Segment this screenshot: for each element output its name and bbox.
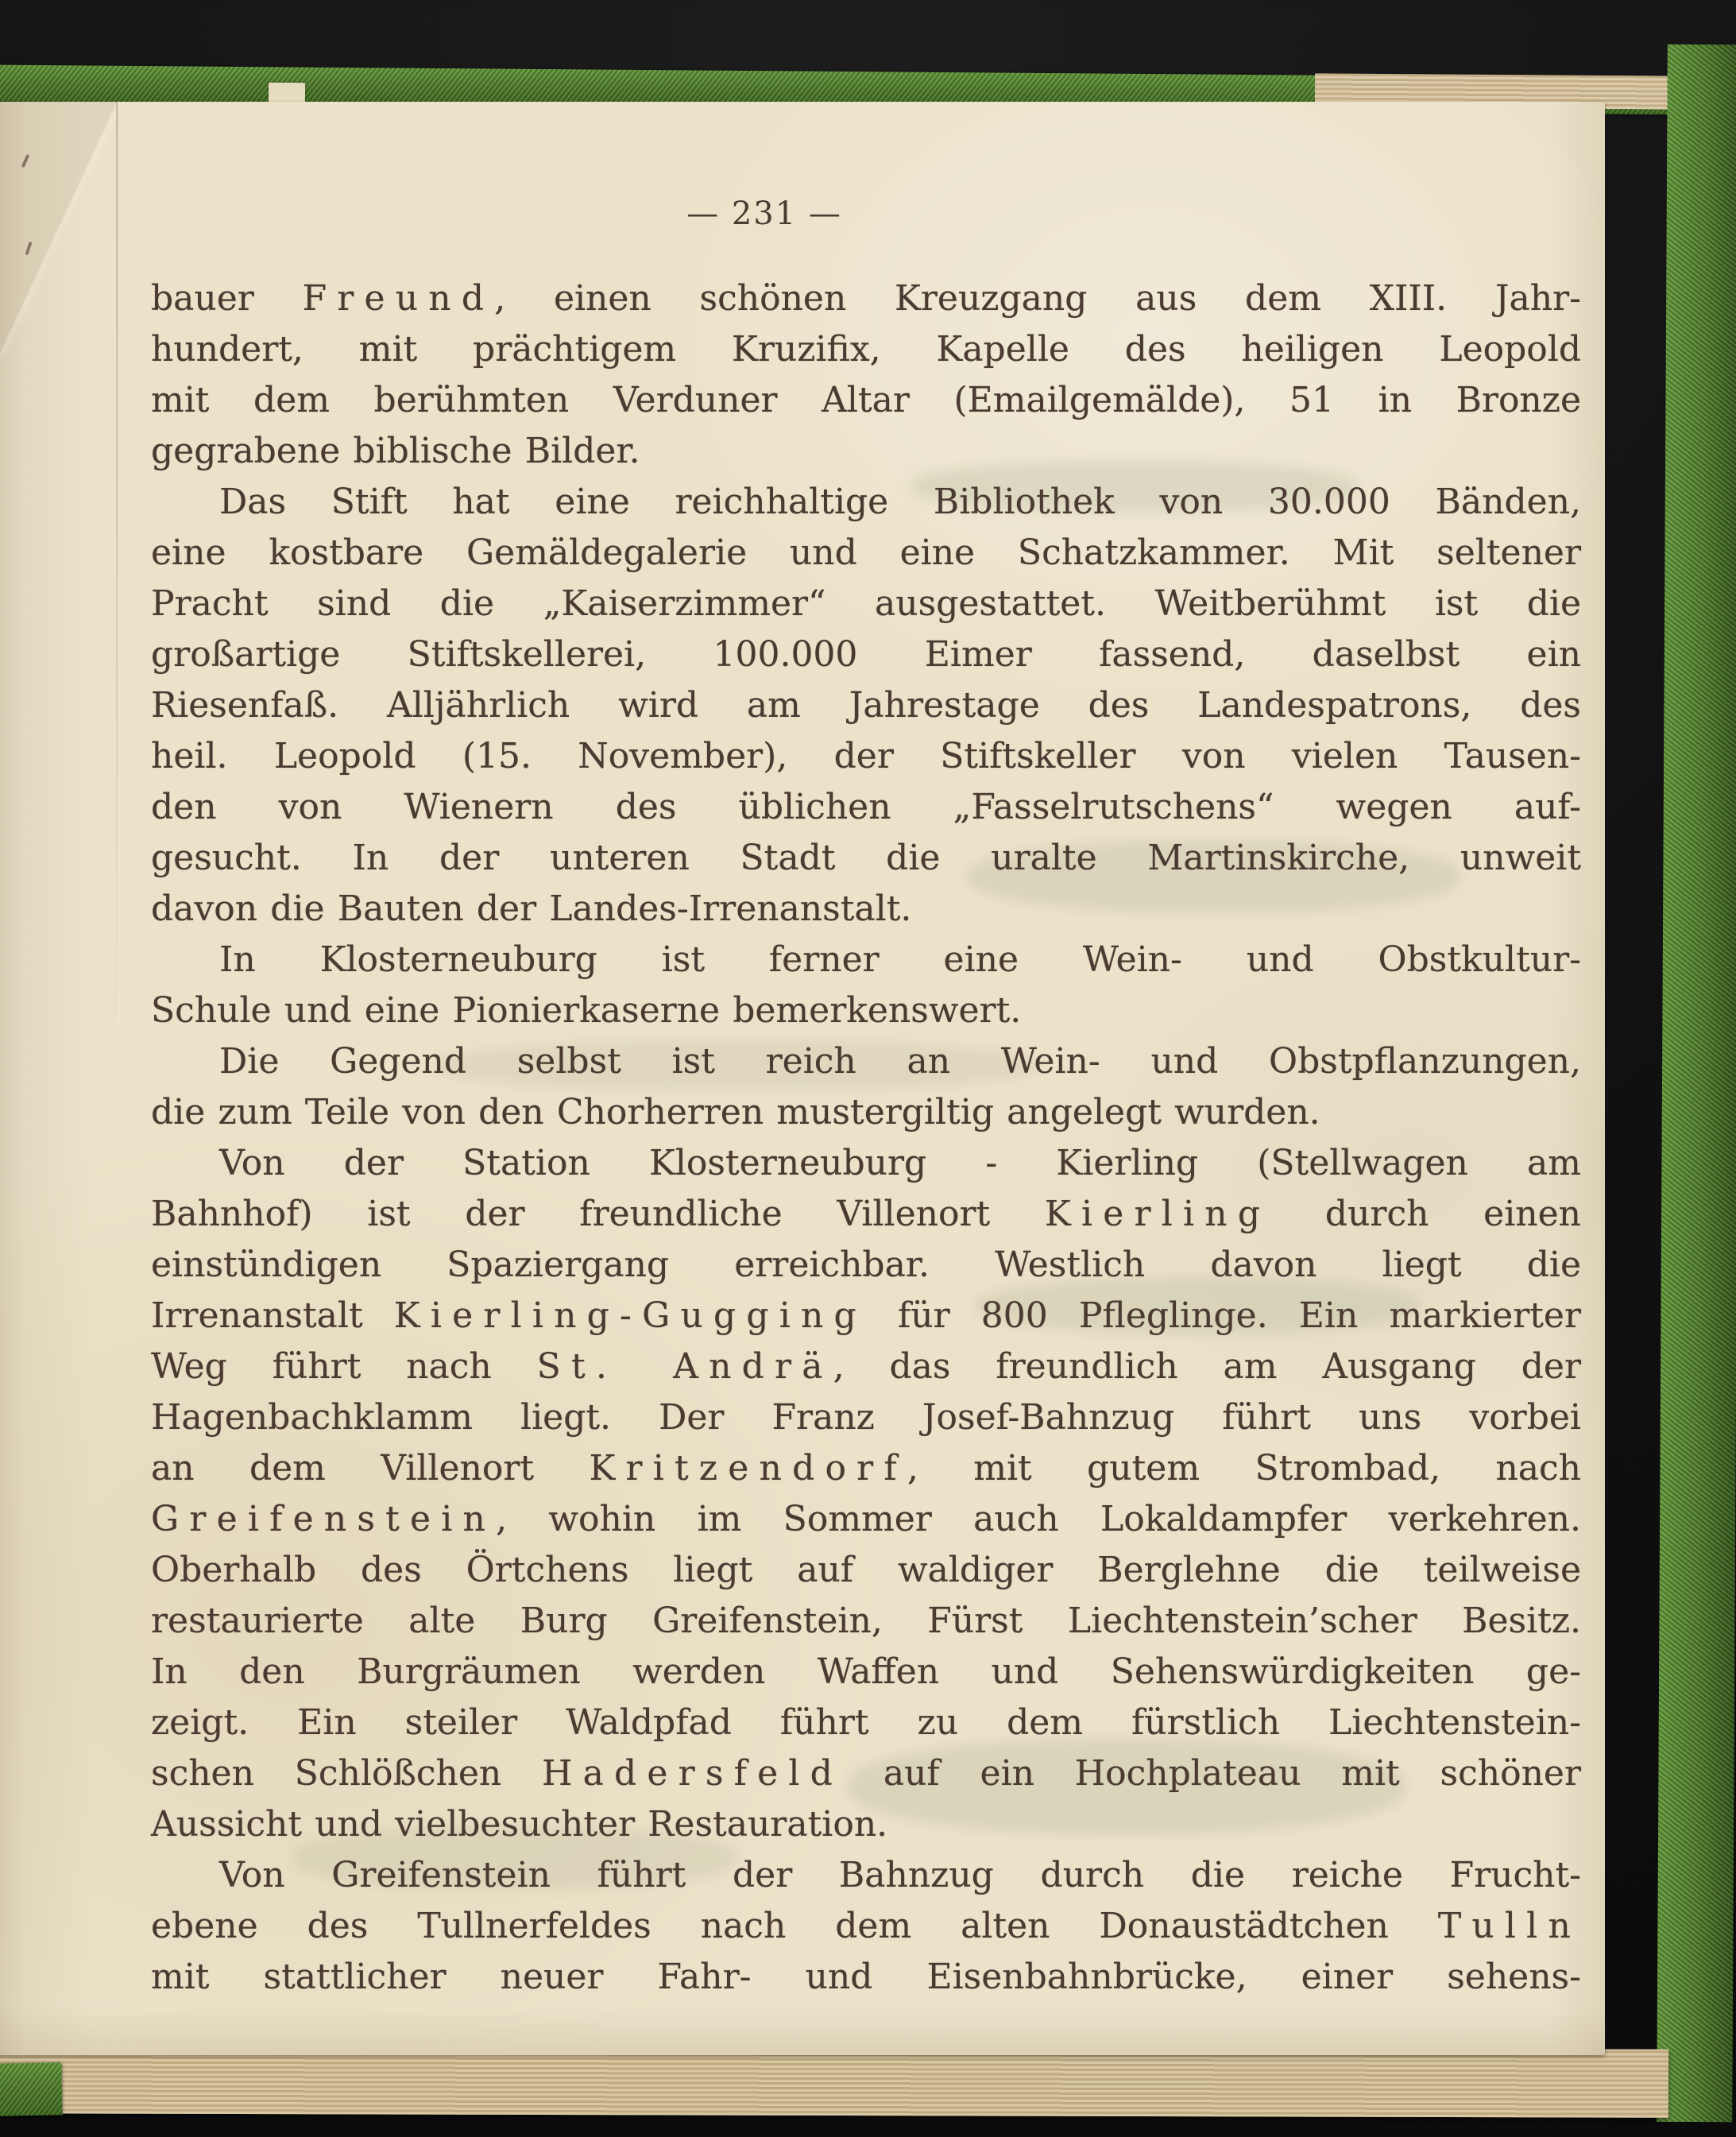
- letterspaced-place-name: Kierling-Gugging: [393, 1295, 867, 1336]
- text-segment: , wohin im Sommer auch Lokaldampfer verkehren.: [496, 1499, 1581, 1539]
- text-line: [151, 1087, 1581, 1138]
- text-segment: Die Gegend selbst ist reich an Wein- und Obstpflanzungen,: [219, 1041, 1581, 1082]
- text-segment: Riesenfaß. Alljährlich wird am Jahrestage des Landespatrons, des: [151, 685, 1581, 726]
- text-line: [151, 1596, 1581, 1647]
- text-line: [151, 782, 1581, 833]
- text-segment: Von der Station Klosterneuburg - Kierling (Stellwagen am: [219, 1143, 1581, 1183]
- text-segment: einstündigen Spaziergang erreichbar. Westlich davon liegt die: [151, 1245, 1581, 1285]
- letterspaced-place-name: Kritzendorf: [589, 1448, 907, 1489]
- letterspaced-place-name: St. Andrä: [536, 1346, 833, 1387]
- text-segment: mit stattlicher neuer Fahr- und Eisenbahnbrücke, einer sehens-: [151, 1957, 1581, 1997]
- text-line: [151, 1291, 1581, 1341]
- text-segment: die zum Teile von den Chorherren mustergiltig angelegt wurden.: [151, 1092, 1320, 1132]
- text-line: [151, 1698, 1581, 1748]
- text-segment: durch einen: [1270, 1194, 1581, 1234]
- text-line: [151, 935, 1581, 985]
- text-line: [151, 528, 1581, 579]
- text-line: [151, 1189, 1581, 1240]
- text-line: [151, 1748, 1581, 1799]
- text-segment: heil. Leopold (15. November), der Stiftskeller von vielen Tausen-: [151, 736, 1581, 776]
- letterspaced-place-name: Freund: [302, 278, 495, 319]
- letterspaced-place-name: Greifenstein: [151, 1499, 497, 1539]
- text-line: [151, 1799, 1581, 1850]
- text-line: [151, 1443, 1581, 1494]
- text-line: [151, 324, 1581, 375]
- text-line: [151, 1850, 1581, 1901]
- text-segment: hundert, mit prächtigem Kruzifix, Kapelle des heiligen Leopold: [151, 329, 1581, 370]
- text-segment: an dem Villenort: [151, 1448, 590, 1489]
- text-line: [151, 1952, 1581, 2003]
- text-segment: In Klosterneuburg ist ferner eine Wein- und Obstkultur-: [219, 939, 1581, 980]
- text-segment: schen Schlößchen: [151, 1753, 543, 1794]
- text-segment: Bahnhof) ist der freundliche Villenort: [151, 1194, 1045, 1234]
- text-segment: Irrenanstalt: [151, 1295, 394, 1336]
- text-line: [151, 731, 1581, 782]
- letterspaced-place-name: Hadersfeld: [542, 1753, 844, 1794]
- text-line: [151, 1341, 1581, 1392]
- text-line: [151, 273, 1581, 324]
- text-segment: Weg führt nach: [151, 1346, 537, 1387]
- text-segment: den von Wienern des üblichen „Fasselrutschens“ wegen auf-: [151, 787, 1581, 827]
- text-line: [151, 579, 1581, 629]
- text-segment: mit dem berühmten Verduner Altar (Emailgemälde), 51 in Bronze: [151, 380, 1581, 420]
- book-page: [0, 102, 1605, 2055]
- text-line: [151, 1036, 1581, 1087]
- text-line: [151, 1545, 1581, 1596]
- text-line: [151, 680, 1581, 731]
- text-segment: Schule und eine Pionierkaserne bemerkenswert.: [151, 990, 1022, 1031]
- text-line: [151, 477, 1581, 528]
- text-line: [151, 1494, 1581, 1545]
- text-segment: ebene des Tullnerfeldes nach dem alten Donaustädtchen: [151, 1906, 1438, 1946]
- text-segment: , mit gutem Strombad, nach: [907, 1448, 1582, 1489]
- text-segment: zeigt. Ein steiler Waldpfad führt zu dem fürstlich Liechtenstein-: [151, 1702, 1581, 1743]
- text-line: [151, 1647, 1581, 1698]
- text-line: [151, 1240, 1581, 1291]
- text-line: [151, 375, 1581, 426]
- page-corner-crease: [0, 102, 133, 356]
- page-number: — 231 —: [686, 196, 842, 232]
- gutter-crease: [116, 102, 118, 1024]
- text-segment: Oberhalb des Örtchens liegt auf waldiger Berglehne die teilweise: [151, 1550, 1581, 1590]
- text-segment: für 800 Pfleglinge. Ein markierter: [866, 1295, 1581, 1336]
- text-segment: In den Burgräumen werden Waffen und Sehenswürdigkeiten ge-: [151, 1651, 1581, 1692]
- text-line: [151, 1901, 1581, 1952]
- text-segment: Von Greifenstein führt der Bahnzug durch die reiche Frucht-: [219, 1855, 1581, 1895]
- page-stack-edge-bottom: [0, 2045, 1668, 2117]
- text-segment: Das Stift hat eine reichhaltige Bibliothek von 30.000 Bänden,: [219, 482, 1581, 522]
- text-line: [151, 426, 1581, 477]
- text-line: [151, 985, 1581, 1036]
- text-segment: großartige Stiftskellerei, 100.000 Eimer fassend, daselbst ein: [151, 634, 1581, 675]
- text-line: [151, 884, 1581, 935]
- book-cover-edge-bottom-left: [0, 2062, 63, 2116]
- text-segment: Hagenbachklamm liegt. Der Franz Josef-Bahnzug führt uns vorbei: [151, 1397, 1581, 1438]
- text-line: [151, 1392, 1581, 1443]
- text-segment: , einen schönen Kreuzgang aus dem XIII. Jahr-: [494, 278, 1582, 319]
- text-segment: , das freundlich am Ausgang der: [833, 1346, 1581, 1387]
- text-segment: davon die Bauten der Landes-Irrenanstalt.: [151, 888, 912, 929]
- text-line: [151, 1138, 1581, 1189]
- text-segment: auf ein Hochplateau mit schöner: [843, 1753, 1581, 1794]
- text-block: [151, 273, 1581, 2003]
- letterspaced-place-name: Kierling: [1044, 1194, 1271, 1234]
- text-segment: restaurierte alte Burg Greifenstein, Fürst Liechtenstein’scher Besitz.: [151, 1601, 1581, 1641]
- text-segment: bauer: [151, 278, 303, 319]
- text-line: [151, 833, 1581, 884]
- text-segment: gesucht. In der unteren Stadt die uralte Martinskirche, unweit: [151, 838, 1581, 878]
- letterspaced-place-name: Tulln: [1437, 1906, 1581, 1946]
- text-segment: Aussicht und vielbesuchter Restauration.: [151, 1804, 888, 1845]
- text-segment: eine kostbare Gemäldegalerie und eine Schatzkammer. Mit seltener: [151, 532, 1581, 573]
- text-segment: Pracht sind die „Kaiserzimmer“ ausgestattet. Weitberühmt ist die: [151, 583, 1581, 624]
- text-segment: gegrabene biblische Bilder.: [151, 431, 640, 471]
- text-line: [151, 629, 1581, 680]
